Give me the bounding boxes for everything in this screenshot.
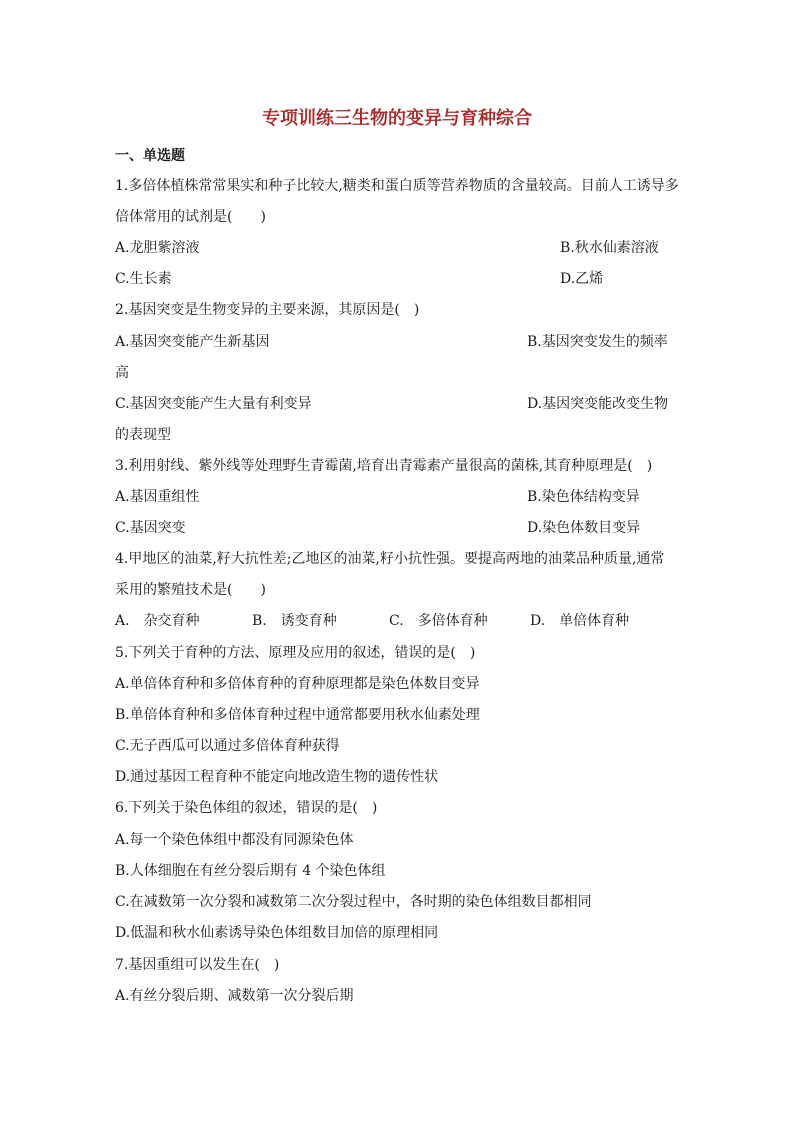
- question-3-option-b: B.染色体结构变异: [527, 489, 640, 505]
- question-2-option-d-wrap: 的表现型: [115, 427, 171, 443]
- section-heading: 一、单选题: [115, 148, 185, 164]
- question-7-stem: 7.基因重组可以发生在( ): [115, 957, 280, 973]
- question-1-stem-line1: 1.多倍体植株常常果实和种子比较大,糖类和蛋白质等营养物质的含量较高。目前人工诱导多: [115, 178, 679, 194]
- question-2-option-a: A.基因突变能产生新基因: [115, 334, 270, 350]
- question-6-stem: 6.下列关于染色体组的叙述，错误的是( ): [115, 800, 378, 816]
- question-1-stem-line2: 倍体常用的试剂是( ): [115, 209, 266, 225]
- question-4-option-a: A. 杂交育种: [115, 613, 200, 629]
- question-2-option-c: C.基因突变能产生大量有利变异: [115, 396, 312, 412]
- question-6-option-d: D.低温和秋水仙素诱导染色体组数目加倍的原理相同: [115, 925, 439, 941]
- question-5-option-d: D.通过基因工程育种不能定向地改造生物的遗传性状: [115, 769, 439, 785]
- question-2-option-b-wrap: 高: [115, 365, 129, 381]
- question-4-stem-line2: 采用的繁殖技术是( ): [115, 582, 266, 598]
- question-5-option-b: B.单倍体育种和多倍体育种过程中通常都要用秋水仙素处理: [115, 707, 480, 723]
- question-6-option-c: C.在减数第一次分裂和减数第二次分裂过程中，各时期的染色体组数目都相同: [115, 894, 592, 910]
- question-3-option-a: A.基因重组性: [115, 489, 200, 505]
- question-1-option-c: C.生长素: [115, 271, 172, 287]
- question-1-option-a: A.龙胆紫溶液: [115, 240, 200, 256]
- question-2-option-d: D.基因突变能改变生物: [527, 396, 669, 412]
- question-5-stem: 5.下列关于育种的方法、原理及应用的叙述，错误的是( ): [115, 645, 476, 661]
- question-2-option-b: B.基因突变发生的频率: [527, 334, 668, 350]
- question-1-option-b: B.秋水仙素溶液: [560, 240, 659, 256]
- question-6-option-b: B.人体细胞在有丝分裂后期有 4 个染色体组: [115, 863, 386, 879]
- question-5-option-a: A.单倍体育种和多倍体育种的育种原理都是染色体数目变异: [115, 676, 480, 692]
- page-title: 专项训练三生物的变异与育种综合: [262, 108, 532, 129]
- question-7-option-a: A.有丝分裂后期、减数第一次分裂后期: [115, 988, 354, 1004]
- question-2-stem: 2.基因突变是生物变异的主要来源，其原因是( ): [115, 302, 420, 318]
- question-4-option-d: D. 单倍体育种: [530, 613, 630, 629]
- question-3-option-c: C.基因突变: [115, 520, 186, 536]
- question-6-option-a: A.每一个染色体组中都没有同源染色体: [115, 832, 354, 848]
- question-4-stem-line1: 4.甲地区的油菜,籽大抗性差;乙地区的油菜,籽小抗性强。要提高两地的油菜品种质量,通常: [115, 551, 665, 567]
- question-4-option-c: C. 多倍体育种: [389, 613, 488, 629]
- question-1-option-d: D.乙烯: [560, 271, 604, 287]
- question-5-option-c: C.无子西瓜可以通过多倍体育种获得: [115, 738, 340, 754]
- question-4-option-b: B. 诱变育种: [252, 613, 337, 629]
- question-3-stem: 3.利用射线、紫外线等处理野生青霉菌,培育出青霉素产量很高的菌株,其育种原理是( ): [115, 458, 653, 474]
- question-3-option-d: D.染色体数目变异: [527, 520, 641, 536]
